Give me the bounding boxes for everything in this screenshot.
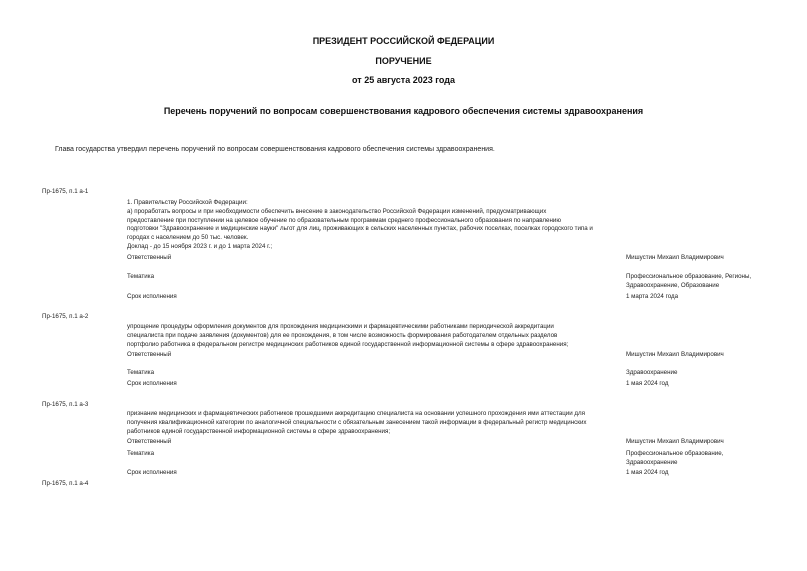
item-code: Пр-1675, п.1 а-3 — [42, 401, 89, 408]
responsible-value: Мишустин Михаил Владимирович — [626, 438, 724, 445]
responsible-label: Ответственный — [127, 351, 172, 358]
document-date: от 25 августа 2023 года — [352, 75, 455, 85]
responsible-value: Мишустин Михаил Владимирович — [626, 351, 724, 358]
topic-label: Тематика — [127, 369, 155, 376]
deadline-value: 1 мая 2024 год — [626, 469, 669, 476]
topic-value: Здравоохранение — [626, 369, 678, 376]
deadline-value: 1 марта 2024 года — [626, 293, 679, 300]
item-code: Пр-1675, п.1 а-2 — [42, 313, 89, 320]
item-code: Пр-1675, п.1 а-1 — [42, 188, 89, 195]
item-body: 1. Правительству Российской Федерации: а) проработать вопросы и при необходимости обеспечить внесение в законодательство Российской Федерации изменений, предусматривающих предоставление при поступлении на целевое обучение по образовательным программам среднего профессионального образования по направлению подготовки "Здравоохранение и медицинские науки" льгот для лиц, проживающих в сельских населенных пунктах, рабочих поселках, поселках городского типа и городах с населением до 50 тыс. человек. Доклад - до 15 ноября 2023 г. и до 1 марта 2024 г.; — [127, 199, 593, 250]
topic-value: Профессиональное образование, Регионы, Здравоохранение, Образование — [626, 273, 752, 289]
document-title: Перечень поручений по вопросам совершенствования кадрового обеспечения системы здравоохранения — [163, 106, 644, 116]
item-body: упрощение процедуры оформления документов для прохождения медицинскими и фармацевтическими работниками периодической аккредитации специалиста при подаче заявления (документов) для ее прохождения, в том числе возможность формирования работодателем отдельных разделов портфолио работника в федеральном регистре медицинских работников единой государственной информационной системы в сфере здравоохранения; — [127, 323, 569, 348]
topic-label: Тематика — [127, 450, 155, 457]
deadline-label: Срок исполнения — [127, 293, 177, 300]
issuer-heading: ПРЕЗИДЕНТ РОССИЙСКОЙ ФЕДЕРАЦИИ — [312, 36, 495, 46]
item-body: признание медицинских и фармацевтических работников прошедшими аккредитацию специалиста на основании успешного прохождения ими аттестации для получения квалификационной категории по аналогичной специальности с обязательным занесением такой информации в федеральный регистр медицинских работников единой государственной информационной системы в сфере здравоохранения; — [127, 410, 587, 435]
topic-value: Профессиональное образование, Здравоохранение — [626, 450, 724, 466]
item-code: Пр-1675, п.1 а-4 — [42, 480, 89, 487]
responsible-label: Ответственный — [127, 254, 172, 261]
responsible-label: Ответственный — [127, 438, 172, 445]
intro-text: Глава государства утвердил перечень поручений по вопросам совершенствования кадрового обеспечения системы здравоохранения. — [55, 146, 495, 153]
document-type: ПОРУЧЕНИЕ — [375, 56, 432, 66]
responsible-value: Мишустин Михаил Владимирович — [626, 254, 724, 261]
deadline-label: Срок исполнения — [127, 380, 177, 387]
deadline-label: Срок исполнения — [127, 469, 177, 476]
deadline-value: 1 мая 2024 год — [626, 380, 669, 387]
topic-label: Тематика — [127, 273, 155, 280]
